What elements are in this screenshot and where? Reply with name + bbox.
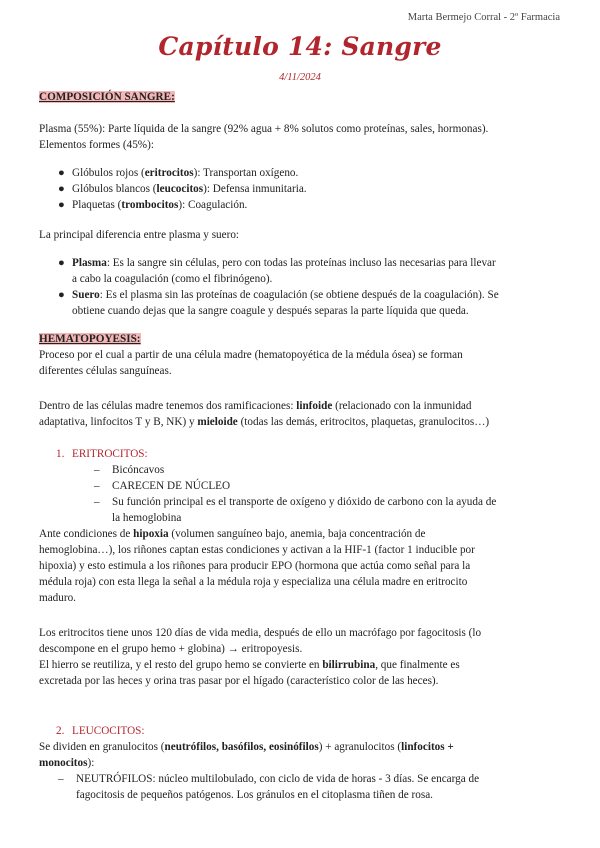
list-item: ● Glóbulos rojos (eritrocitos): Transportan oxígeno. — [72, 165, 562, 181]
hypoxia-line-3: hipoxia) y esto estimula a los riñones para producir EPO (hormona que actúa como señal para la — [39, 560, 471, 572]
hypoxia-line-4: médula roja) con esta llega la señal a la médula roja y especializa una célula madre en eritrocito — [39, 576, 468, 588]
list-item-continuation: la hemoglobina — [112, 512, 182, 524]
list-item-continuation: a cabo la coagulación (como el fibrinógeno). — [72, 273, 273, 285]
bullet-icon: ● — [58, 167, 65, 179]
list-item: – Bicóncavos — [112, 462, 562, 478]
hemato-def-2: diferentes células sanguíneas. — [39, 365, 172, 377]
composition-heading: COMPOSICIÓN SANGRE: — [39, 91, 175, 103]
hemato-def-1: Proceso por el cual a partir de una célula madre (hematopoyética de la médula ósea) se forman — [39, 349, 463, 361]
list-item: – CARECEN DE NÚCLEO — [112, 478, 562, 494]
list-item: ● Suero: Es el plasma sin las proteínas de coagulación (se obtiene después de la coagulación). Se — [72, 287, 562, 303]
leukocytes-heading: 2. LEUCOCITOS: — [72, 723, 562, 739]
iron-line-2: excretada por las heces y orina tras pasar por el hígado (característico color de las heces). — [39, 675, 439, 687]
bullet-icon: ● — [58, 289, 65, 301]
hemato-branches-1: Dentro de las células madre tenemos dos ramificaciones: linfoide (relacionado con la inmunidad — [39, 400, 472, 412]
plasma-serum-intro: La principal diferencia entre plasma y suero: — [39, 229, 240, 241]
bullet-icon: ● — [58, 183, 65, 195]
page-title: Capítulo 14: Sangre — [158, 32, 442, 61]
list-item: – Su función principal es el transporte de oxígeno y dióxido de carbono con la ayuda de — [112, 494, 562, 510]
list-item: – NEUTRÓFILOS: núcleo multilobulado, con ciclo de vida de horas - 3 días. Se encarga de — [76, 771, 562, 787]
iron-line-1: El hierro se reutiliza, y el resto del grupo hemo se convierte en bilirrubina, que finalmente es — [39, 659, 460, 671]
hemato-heading: HEMATOPOYESIS: — [39, 333, 141, 345]
bullet-icon: ● — [58, 257, 65, 269]
list-item: ● Plaquetas (trombocitos): Coagulación. — [72, 197, 562, 213]
page-date: 4/11/2024 — [279, 72, 321, 83]
header-author-course: Marta Bermejo Corral - 2º Farmacia — [407, 12, 560, 23]
leuco-division-line-1: Se dividen en granulocitos (neutrófilos, basófilos, eosinófilos) + agranulocitos (linfocitos + — [39, 741, 454, 753]
lifespan-line-2: descompone en el grupo hemo + globina) → eritropoyesis. — [39, 643, 303, 655]
dash-icon: – — [94, 496, 100, 508]
list-item-continuation: obtiene cuando dejas que la sangre coagule y después separas la parte líquida que queda. — [72, 305, 469, 317]
list-number: 2. — [56, 725, 65, 737]
bullet-icon: ● — [58, 199, 65, 211]
dash-icon: – — [94, 464, 100, 476]
hypoxia-line-1: Ante condiciones de hipoxia (volumen sanguíneo bajo, anemia, baja concentración de — [39, 528, 426, 540]
section-heading-hemato — [39, 331, 561, 347]
plasma-line: Plasma (55%): Parte líquida de la sangre (92% agua + 8% solutos como proteínas, sales, hormonas). — [39, 123, 489, 135]
hemato-branches-2: adaptativa, linfocitos T y B, NK) y mieloide (todas las demás, eritrocitos, plaquetas, granulocitos…) — [39, 416, 490, 428]
list-item-continuation: fagocitosis de pequeños patógenos. Los gránulos en el citoplasma tiñen de rosa. — [76, 789, 433, 801]
erythrocytes-heading: 1. ERITROCITOS: — [72, 446, 562, 462]
hypoxia-line-5: maduro. — [39, 592, 76, 604]
dash-icon: – — [94, 480, 100, 492]
list-item: ● Plasma: Es la sangre sin células, pero con todas las proteínas incluso las necesarias para llevar — [72, 255, 562, 271]
list-number: 1. — [56, 448, 65, 460]
hypoxia-line-2: hemoglobina…), los riñones captan estas condiciones y activan a la HIF-1 (factor 1 inducible por — [39, 544, 475, 556]
lifespan-line-1: Los eritrocitos tiene unos 120 días de vida media, después de ello un macrófago por fagocitosis (lo — [39, 627, 482, 639]
formed-elements-line: Elementos formes (45%): — [39, 139, 154, 151]
section-heading-composition — [39, 89, 561, 105]
list-item: ● Glóbulos blancos (leucocitos): Defensa inmunitaria. — [72, 181, 562, 197]
leuco-division-line-2: monocitos): — [39, 757, 95, 769]
dash-icon: – — [58, 773, 64, 785]
